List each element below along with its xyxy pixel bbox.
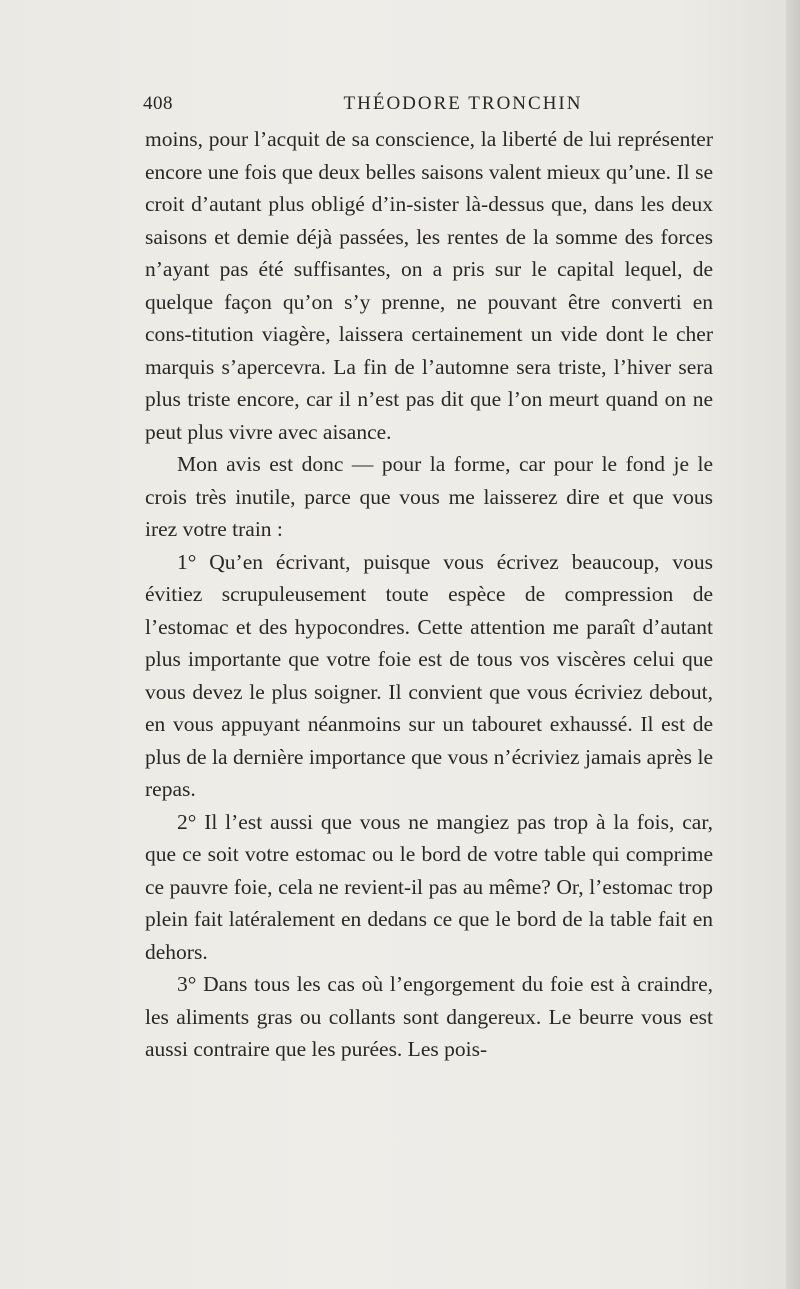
paragraph-continuation: moins, pour l’acquit de sa conscience, la liberté de lui représenter encore une fois que deux belles saisons valent mieux qu’une. Il se croit d’autant plus obligé d’in-sister là-dessus que, dans les deux saisons et demie déjà passées, les rentes de la somme des forces n’ayant pas été suffisantes, on a pris sur le capital lequel, de quelque façon qu’on s’y prenne, ne pouvant être converti en cons-titution viagère, laissera certainement un vide dont le cher marquis s’apercevra. La fin de l’automne sera triste, l’hiver sera plus triste encore, car il n’est pas dit que l’on meurt quand on ne peut plus vivre avec aisance.	[145, 127, 713, 444]
running-head: THÉODORE TRONCHIN	[343, 93, 583, 114]
page-edge	[786, 0, 800, 1289]
paragraph-point-2: 2° Il l’est aussi que vous ne mangiez pas trop à la fois, car, que ce soit votre estomac ou le bord de votre table qui comprime ce pauvre foie, cela ne revient-il pas au même? Or, l’estomac trop plein fait latéralement en dedans ce que le bord de la table fait en dehors.	[145, 809, 713, 964]
page-number: 408	[143, 93, 173, 114]
body-text	[145, 123, 713, 1066]
page-header	[143, 93, 713, 117]
paragraph-point-3: 3° Dans tous les cas où l’engorgement du foie est à craindre, les aliments gras ou collants sont dangereux. Le beurre vous est aussi contraire que les purées. Les pois-	[145, 972, 713, 1061]
paragraph-advice: Mon avis est donc — pour la forme, car pour le fond je le crois très inutile, parce que vous me laisserez dire et que vous irez votre train :	[145, 452, 713, 541]
paragraph-point-1: 1° Qu’en écrivant, puisque vous écrivez beaucoup, vous évitiez scrupuleusement toute espèce de compression de l’estomac et des hypocondres. Cette attention me paraît d’autant plus importante que votre foie est de tous vos viscères celui que vous devez le plus soigner. Il convient que vous écriviez debout, en vous appuyant néanmoins sur un tabouret exhaussé. Il est de plus de la dernière importance que vous n’écriviez jamais après le repas.	[145, 549, 713, 801]
